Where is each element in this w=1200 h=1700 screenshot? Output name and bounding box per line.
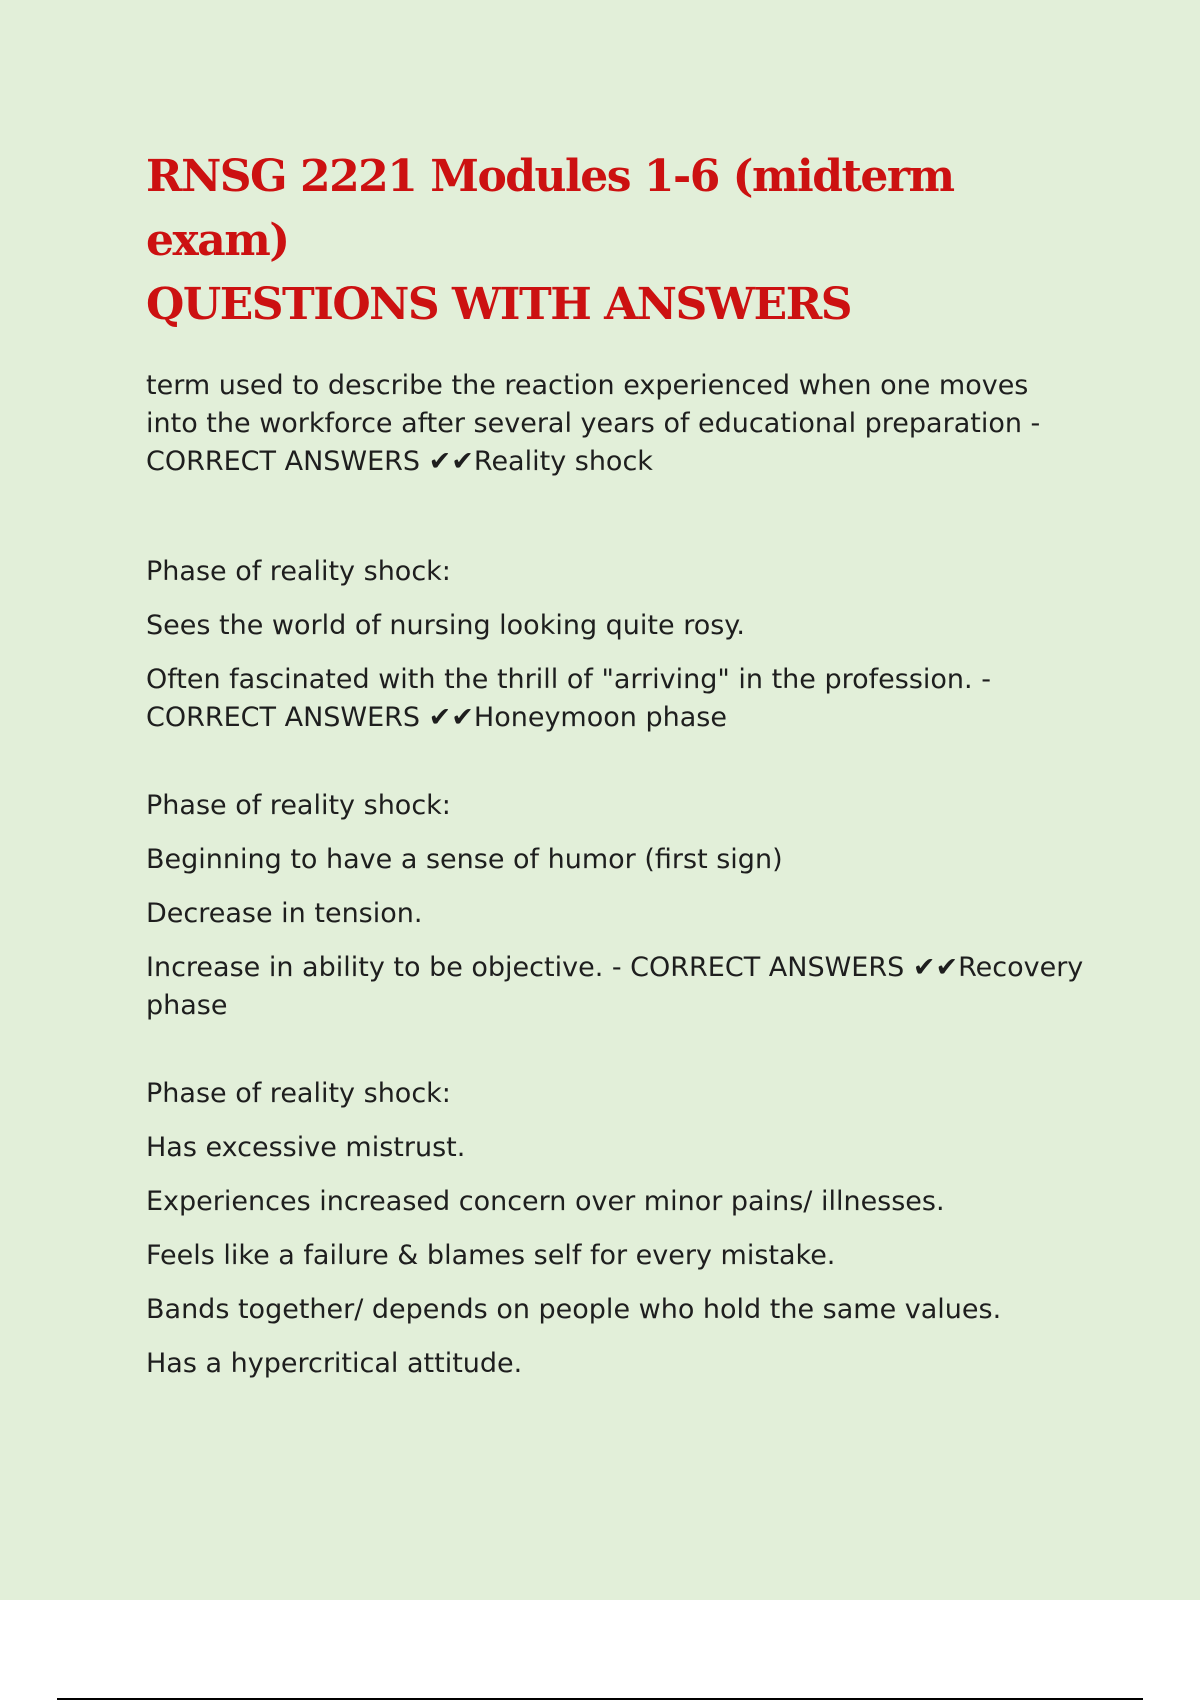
qa-line: Has a hypercritical attitude. [146,1348,523,1379]
qa-line: Sees the world of nursing looking quite rosy. [146,610,746,641]
qa-line: Bands together/ depends on people who hold the same values. [146,1294,1002,1325]
qa-block-3 [146,787,1086,1025]
qa-block-1 [146,367,1086,481]
qa-line: Beginning to have a sense of humor (first sign) [146,844,783,875]
qa-line: Phase of reality shock: [146,790,451,821]
qa-block-4 [146,1075,1086,1383]
qa-line: Experiences increased concern over minor pains/ illnesses. [146,1186,945,1217]
qa-line: Often fascinated with the thrill of "arriving" in the profession. - CORRECT ANSWERS ✔✔Honeymoon phase [146,664,991,733]
qa-line: Phase of reality shock: [146,556,451,587]
qa-block-2 [146,553,1086,737]
qa-line: Phase of reality shock: [146,1078,451,1109]
qa-line: Decrease in tension. [146,898,423,929]
qa-line: Feels like a failure & blames self for every mistake. [146,1240,836,1271]
qa-line: Has excessive mistrust. [146,1132,466,1163]
qa-line: Increase in ability to be objective. - CORRECT ANSWERS ✔✔Recovery phase [146,952,1084,1021]
document-title-line-1: RNSG 2221 Modules 1-6 (midterm exam) [146,151,954,266]
qa-line: term used to describe the reaction experienced when one moves into the workforce after several years of educational preparation - CORRECT ANSWERS ✔✔Reality shock [146,370,1041,477]
document-title [146,145,1106,337]
document-title-line-2: QUESTIONS WITH ANSWERS [146,279,852,330]
qa-content [146,367,1086,1433]
